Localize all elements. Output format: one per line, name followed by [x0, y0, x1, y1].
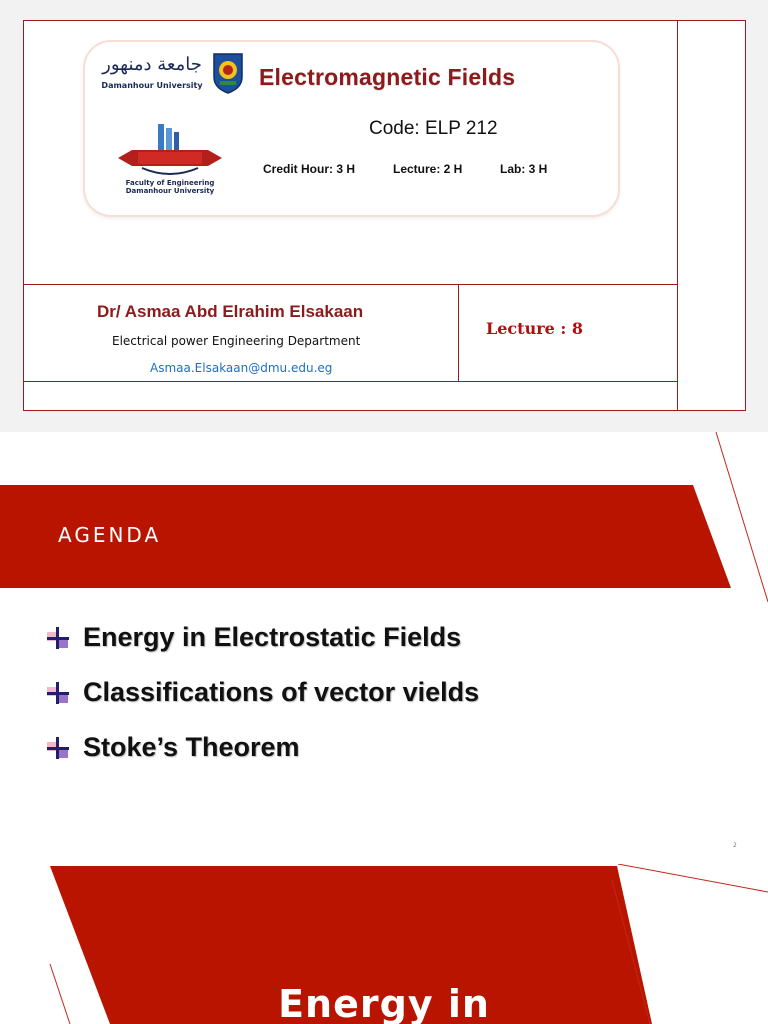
frame-divider-lecture	[458, 284, 459, 381]
faculty-caption-line2: Damanhour University	[125, 187, 215, 195]
agenda-item-text: Energy in Electrostatic Fields	[83, 622, 462, 652]
frame-divider-footer	[23, 381, 678, 382]
frame-divider-horizontal	[23, 284, 678, 285]
lecture-number: Lecture : 8	[486, 319, 583, 338]
faculty-logo	[112, 122, 228, 196]
list-item	[45, 665, 479, 720]
list-item	[45, 610, 479, 665]
agenda-item-text: Stoke’s Theorem	[83, 732, 300, 762]
plus-bullet-icon	[45, 680, 71, 706]
department: Electrical power Engineering Department	[112, 334, 361, 348]
agenda-heading: AGENDA	[58, 523, 162, 547]
agenda-slide	[0, 432, 768, 864]
credit-hour: Credit Hour: 3 H	[263, 162, 356, 176]
university-name: Damanhour University	[101, 81, 203, 90]
title-slide	[0, 0, 768, 432]
faculty-caption-line1: Faculty of Engineering	[125, 179, 215, 187]
plus-bullet-icon	[45, 735, 71, 761]
decor-line-top	[618, 864, 768, 892]
university-arabic-name: جامعة دمنهور	[102, 54, 202, 75]
lab-hours: Lab: 3 H	[500, 162, 548, 176]
section-slide	[0, 864, 768, 1024]
author-name: Dr/ Asmaa Abd Elrahim Elsakaan	[97, 302, 364, 321]
plus-bullet-icon	[45, 625, 71, 651]
page-number: 2	[733, 842, 737, 849]
author-email-link[interactable]: Asmaa.Elsakaan@dmu.edu.eg	[150, 361, 333, 375]
list-item	[45, 720, 479, 775]
section-title: Energy in	[278, 982, 490, 1024]
university-crest-icon	[211, 51, 245, 94]
university-logo	[100, 54, 204, 94]
frame-divider-vertical	[677, 20, 678, 411]
course-code: Code: ELP 212	[369, 118, 498, 139]
agenda-item-text: Classifications of vector vields	[83, 677, 480, 707]
faculty-emblem-icon	[112, 122, 228, 178]
course-title: Electromagnetic Fields	[259, 64, 516, 90]
agenda-list	[45, 610, 479, 775]
lecture-hours: Lecture: 2 H	[393, 162, 463, 176]
faculty-caption	[112, 179, 228, 195]
